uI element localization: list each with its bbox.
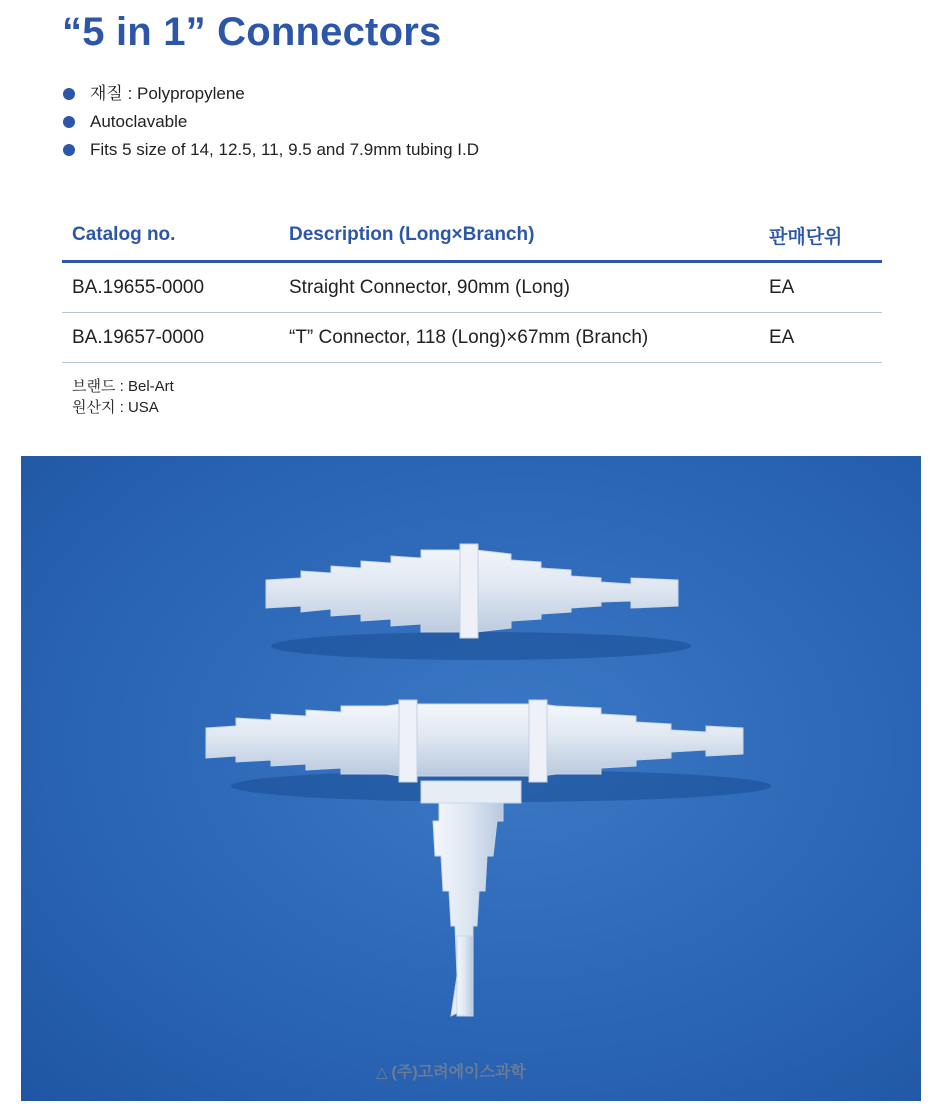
company-logo-icon: △ <box>376 1064 388 1081</box>
feature-text: 재질 : Polypropylene <box>90 84 245 103</box>
feature-text: Autoclavable <box>90 112 188 131</box>
description-cell: “T” Connector, 118 (Long)×67mm (Branch) <box>279 313 759 363</box>
brand-line: 브랜드 : Bel-Art <box>72 378 174 395</box>
product-meta <box>72 376 174 418</box>
page-title: “5 in 1” Connectors <box>62 10 442 54</box>
unit-cell: EA <box>759 262 882 313</box>
product-photo <box>21 456 921 1101</box>
straight-connector-image <box>266 544 678 638</box>
unit-cell: EA <box>759 313 882 363</box>
feature-list <box>62 82 479 166</box>
table-row <box>62 313 882 363</box>
feature-item <box>62 110 479 138</box>
bullet-icon <box>63 88 75 100</box>
connectors-illustration <box>21 456 921 1101</box>
feature-item <box>62 82 479 110</box>
catalog-no-cell: BA.19657-0000 <box>62 313 279 363</box>
catalog-no-cell: BA.19655-0000 <box>62 262 279 313</box>
t-connector-image <box>206 700 743 1016</box>
header-description: Description (Long×Branch) <box>279 210 759 262</box>
product-table <box>62 210 882 363</box>
header-catalog-no: Catalog no. <box>62 210 279 262</box>
watermark <box>376 1059 526 1082</box>
description-cell: Straight Connector, 90mm (Long) <box>279 262 759 313</box>
bullet-icon <box>63 144 75 156</box>
header-unit: 판매단위 <box>759 210 882 262</box>
origin-line: 원산지 : USA <box>72 399 159 416</box>
table-header-row <box>62 210 882 262</box>
bullet-icon <box>63 116 75 128</box>
table-row <box>62 262 882 313</box>
feature-item <box>62 138 479 166</box>
feature-text: Fits 5 size of 14, 12.5, 11, 9.5 and 7.9mm tubing I.D <box>90 140 480 159</box>
watermark-text: (주)고려에이스과학 <box>391 1064 526 1081</box>
